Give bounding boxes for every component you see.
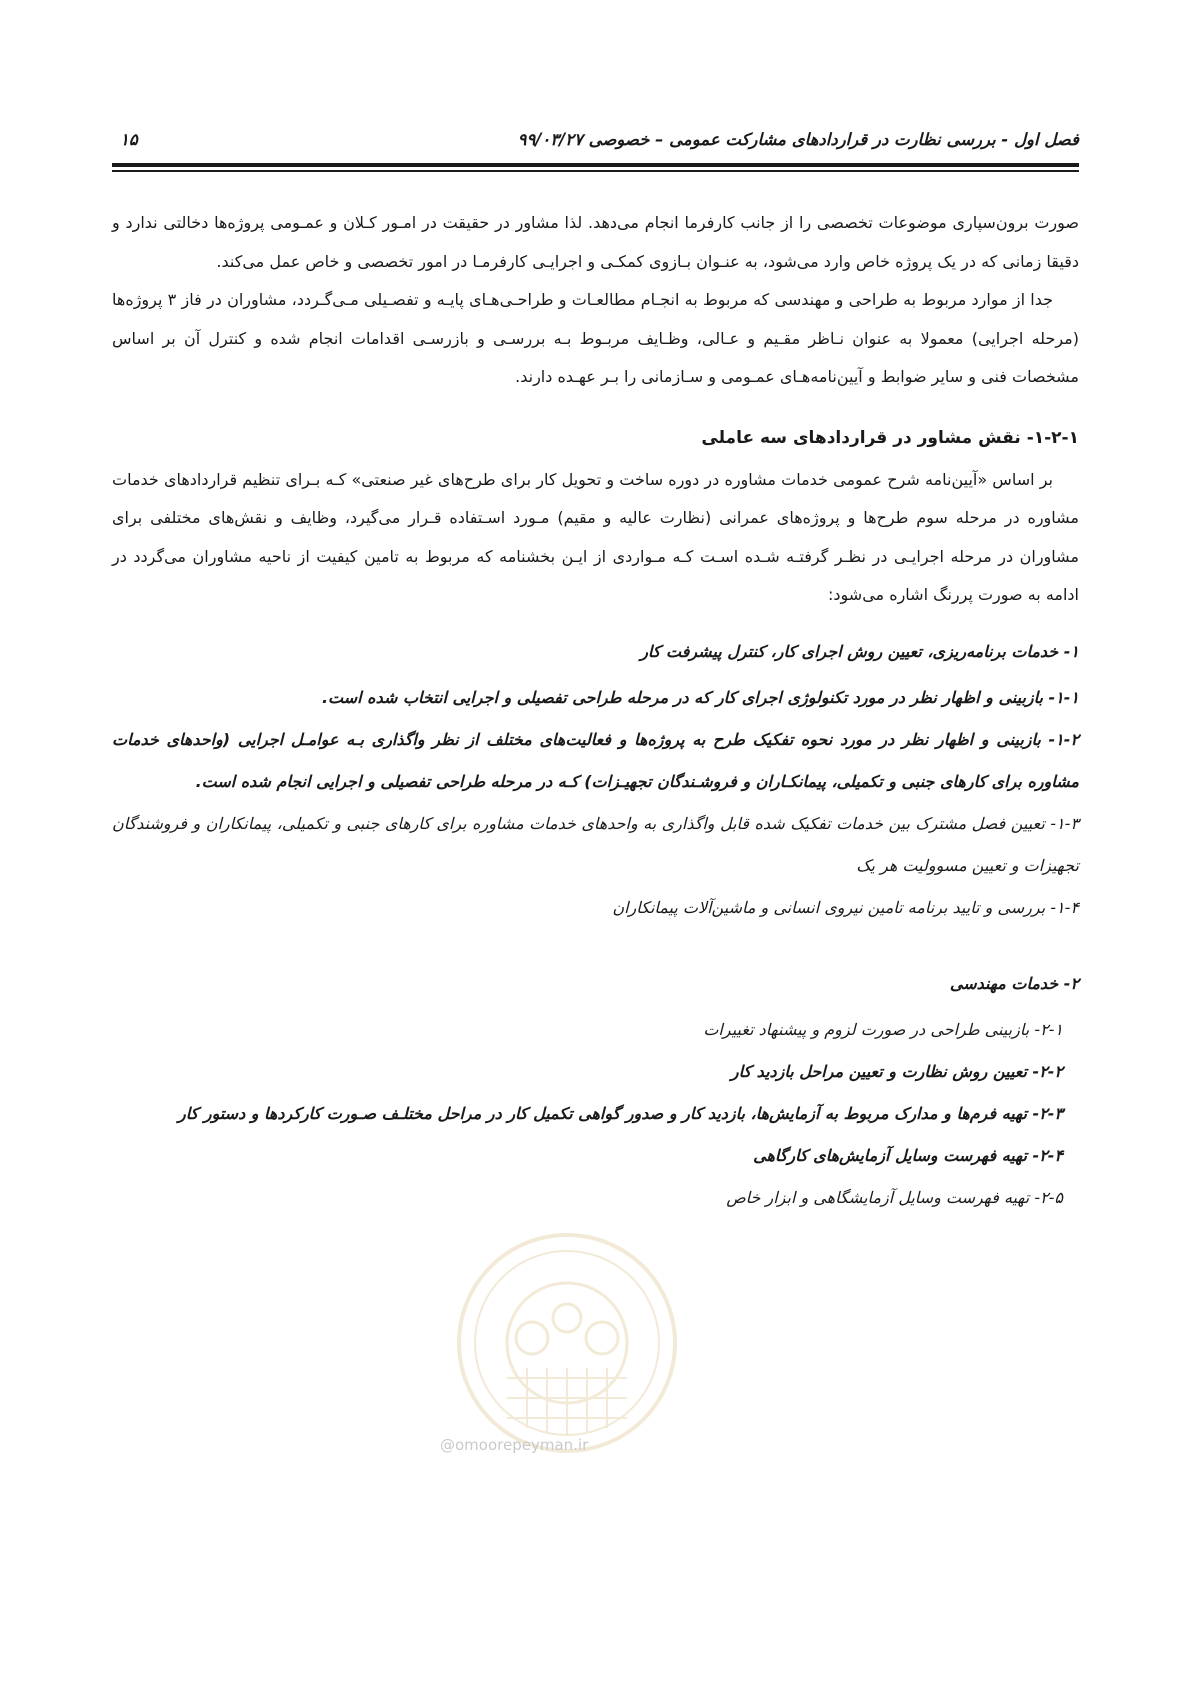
list2-item-4: ۲-۴- تهیه فهرست وسایل آزمایش‌های کارگاهی	[753, 1145, 1063, 1165]
section-heading: ۱-۲-۱- نقش مشاور در قراردادهای سه عاملی	[701, 427, 1079, 448]
list1-item-3: ۱-۳- تعیین فصل مشترک بین خدمات تفکیک شده قابل واگذاری به واحدهای خدمات مشاوره برای کارهای جنبی و تکمیلی، پیمانکاران و فروشندگان تجهیزات و تعیین مسوولیت هر یک	[112, 813, 1079, 875]
running-header	[112, 130, 1079, 160]
header-rule-thin	[112, 170, 1079, 172]
list1-item-2: ۱-۲- بازبینی و اظهار نظر در مورد نحوه تفکیک طرح به پروژه‌ها و فعالیت‌های مختلف از نظر واگذاری بـه عوامـل اجرایی (واحدهای خدمات مشاوره برای کارهای جنبی و تکمیلی، پیمانکـاران و فروشـندگان تجهیـزات) کـه در مرحله طراحی تفصیلی و اجرایی انجام شده است.	[112, 729, 1079, 791]
list2-item-2: ۲-۲- تعیین روش نظارت و تعیین مراحل بازدید کار	[730, 1061, 1063, 1081]
watermark-seal-icon	[452, 1228, 682, 1458]
header-rule-thick	[112, 163, 1079, 167]
page-body	[112, 204, 1079, 1219]
list1-item-1: ۱-۱- بازبینی و اظهار نظر در مورد تکنولوژی اجرای کار که در مرحله طراحی تفصیلی و اجرایی انتخاب شده است.	[321, 687, 1079, 707]
list2-item-1: ۲-۱- بازبینی طراحی در صورت لزوم و پیشنهاد تغییرات	[703, 1019, 1063, 1039]
list1-item-4: ۱-۴- بررسی و تایید برنامه تامین نیروی انسانی و ماشین‌آلات پیمانکاران	[612, 897, 1079, 917]
section-paragraph: بر اساس «آیین‌نامه شرح عمومی خدمات مشاوره در دوره ساخت و تحویل کار برای طرح‌های غیر صنعتی» کـه بـرای تنظیم قراردادهای خدمات مشاوره در مرحله سوم طرح‌ها و پروژه‌های عمرانی (نظارت عالیه و مقیم) مـورد اسـتفاده قـرار می‌گیرد، وظایف و نقش‌های مختلفی برای مشاوران در مرحله اجرایـی در نظـر گرفتـه شـده اسـت کـه مـواردی از ایـن بخشنامه که مربوط به تامین کیفیت از ناحیه مشاوران می‌گردد در ادامه به صورت پررنگ اشاره می‌شود:	[112, 469, 1079, 604]
list2-item-3: ۲-۳- تهیه فرم‌ها و مدارک مربوط به آزمایش‌ها، بازدید کار و صدور گواهی تکمیل کار در مراحل مختلـف صـورت کارکردها و دستور کار	[178, 1103, 1063, 1123]
paragraph-1: صورت برون‌سپاری موضوعات تخصصی را از جانب کارفرما انجام می‌دهد. لذا مشاور در حقیقت در امـور کـلان و عمـومی پروژه‌ها دخالتی ندارد و دقیقا زمانی که در یک پروژه خاص وارد می‌شود، به عنـوان بـازوی کمکـی و اجرایـی کارفرمـا در امور تخصصی و خاص عمل می‌کند.	[112, 213, 1079, 271]
header-title: فصل اول - بررسی نظارت در قراردادهای مشارکت عمومی – خصوصی ۹۹/۰۳/۲۷	[517, 130, 1079, 149]
list2-heading: ۲- خدمات مهندسی	[949, 973, 1079, 993]
page-number: ۱۵	[120, 130, 138, 149]
paragraph-2: جدا از موارد مربوط به طراحی و مهندسی که مربوط به انجـام مطالعـات و طراحـی‌هـای پایـه و تفصـیلی مـی‌گـردد، مشاوران در فاز ۳ پروژه‌ها (مرحله اجرایی) معمولا به عنوان نـاظر مقـیم و عـالی، وظـایف مربـوط بـه بررسـی و بازرسـی اقدامات انجام شده و کنترل آن بر اساس مشخصات فنی و سایر ضوابط و آیین‌نامه‌هـای عمـومی و سـازمانی را بـر عهـده دارند.	[112, 290, 1079, 386]
list2-item-5: ۲-۵- تهیه فهرست وسایل آزمایشگاهی و ابزار خاص	[726, 1187, 1063, 1207]
watermark-url: @omoorepeyman.ir	[440, 1436, 589, 1454]
list1-heading: ۱- خدمات برنامه‌ریزی، تعیین روش اجرای کار، کنترل پیشرفت کار	[640, 641, 1079, 661]
